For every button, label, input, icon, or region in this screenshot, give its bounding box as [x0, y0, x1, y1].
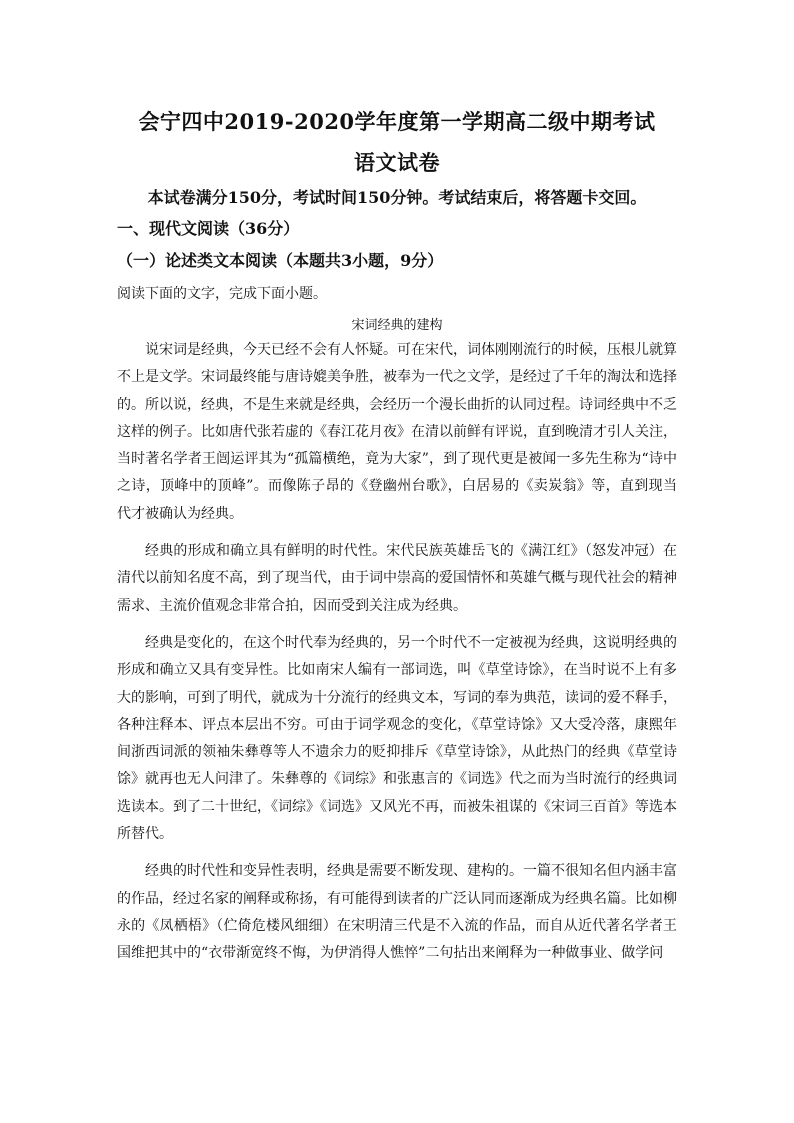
- subsection-heading: （一）论述类文本阅读（本题共3小题，9分）: [117, 251, 444, 270]
- article-paragraph: 经典的时代性和变异性表明，经典是需要不断发现、建构的。一篇不很知名但内涵丰富的作品，经过名家的阐释或称扬，有可能得到读者的广泛认同而逐渐成为经典名篇。比如柳永的《凤栖梧》（伫倚危楼风细细）在宋明清三代是不入流的作品，而自从近代著名学者王国维把其中的“衣带渐宽终不悔，为伊消得人憔悴”二句拈出来阐释为一种做事业、做学问: [117, 863, 677, 962]
- exam-notice: 本试卷满分150分，考试时间150分钟。考试结束后，将答题卡交回。: [147, 188, 647, 207]
- article-paragraph: 经典是变化的，在这个时代奉为经典的，另一个时代不一定被视为经典，这说明经典的形成和确立又具有变异性。比如南宋人编有一部词选，叫《草堂诗馀》，在当时说不上有多大的影响，可到了明代，就成为十分流行的经典文本，写词的奉为典范，读词的爱不释手，各种注释本、评点本层出不穷。可由于词学观念的变化，《草堂诗馀》又大受冷落，康熙年间浙西词派的领袖朱彝尊等人不遗余力的贬抑排斥《草堂诗馀》，从此热门的经典《草堂诗馀》就再也无人问津了。朱彝尊的《词综》和张惠言的《词选》代之而为当时流行的经典词选读本。到了二十世纪，《词综》《词选》又风光不再，而被朱祖谋的《宋词三百首》等选本所替代。: [117, 634, 677, 843]
- section-heading: 一、现代文阅读（36分）: [117, 219, 300, 238]
- article-title: 宋词经典的建构: [351, 318, 443, 333]
- article-paragraph: 说宋词是经典，今天已经不会有人怀疑。可在宋代，词体刚刚流行的时候，压根儿就算不上是文学。宋词最终能与唐诗媲美争胜，被奉为一代之文学，是经过了千年的淘汰和选择的。所以说，经典，不是生来就是经典，会经历一个漫长曲折的认同过程。诗词经典中不乏这样的例子。比如唐代张若虚的《春江花月夜》在清以前鲜有评说，直到晚清才引人关注，当时著名学者王闿运评其为“孤篇横绝，竟为大家”，到了现代更是被闻一多先生称为“诗中之诗，顶峰中的顶峰”。而像陈子昂的《登幽州台歌》，白居易的《卖炭翁》等，直到现当代才被确认为经典。: [117, 342, 677, 522]
- article-body: [117, 337, 677, 978]
- reading-instruction: 阅读下面的文字，完成下面小题。: [117, 286, 327, 302]
- exam-subtitle: 语文试卷: [354, 150, 440, 175]
- exam-title: 会宁四中2019-2020学年度第一学期高二级中期考试: [138, 109, 656, 134]
- article-paragraph: 经典的形成和确立具有鲜明的时代性。宋代民族英雄岳飞的《满江红》（怒发冲冠）在清代以前知名度不高，到了现当代，由于词中崇高的爱国情怀和英雄气概与现代社会的精神需求、主流价值观念非常合拍，因而受到关注成为经典。: [117, 543, 677, 614]
